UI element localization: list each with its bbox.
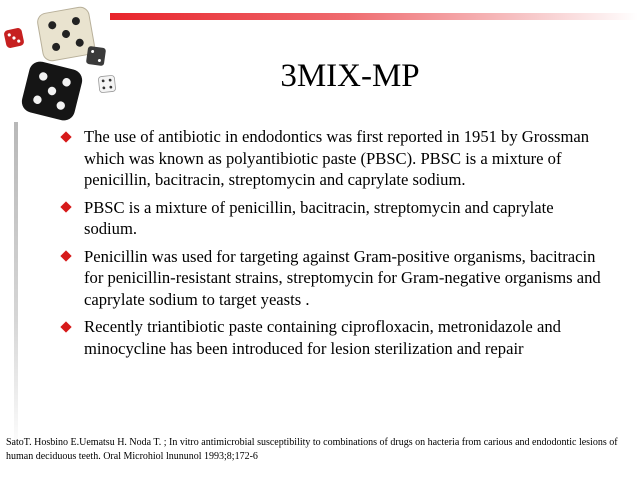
bullet-text: The use of antibiotic in endodontics was first reported in 1951 by Grossman which was known as polyantibiotic paste (PBSC). PBSC is a mixture of penicillin, bacitracin, streptomycin and caprylate sodium.: [84, 127, 590, 189]
diamond-bullet-icon: [60, 201, 71, 212]
list-item: [62, 126, 602, 191]
bullet-text: Penicillin was used for targeting against Gram-positive organisms, bacitracin for penicillin-resistant strains, streptomycin for Gram-negative organisms and caprylate sodium to target yeasts .: [84, 246, 601, 309]
list-item: [62, 197, 602, 240]
list-item: [62, 316, 602, 359]
diamond-bullet-icon: [60, 250, 71, 261]
citation-text: SatoT. Hosbino E.Uematsu H. Noda T. ; In vitro antimicrobial susceptibility to combinations of drugs on hacteria from carious and endodontic lesions of human deciduous teeth. Oral Microhiol lnununol 1993;8;172-6: [6, 437, 618, 462]
bullet-text: Recently triantibiotic paste containing ciprofloxacin, metronidazole and minocycline has been introduced for lesion sterilization and repair: [84, 317, 561, 358]
white-die-icon: [98, 75, 116, 93]
diamond-bullet-icon: [60, 131, 71, 142]
bullet-text: PBSC is a mixture of penicillin, bacitracin, streptomycin and caprylate sodium.: [84, 197, 554, 238]
header-accent-bar: [110, 13, 638, 20]
black-die-icon: [20, 59, 85, 123]
diamond-bullet-icon: [60, 321, 71, 332]
slide-title: 3MIX-MP: [280, 58, 420, 94]
bullet-list: [62, 126, 602, 365]
left-accent-bar: [14, 122, 18, 452]
cream-die-icon: [36, 6, 96, 62]
list-item: [62, 246, 602, 311]
dice-image: [0, 0, 125, 130]
red-die-icon: [3, 27, 24, 48]
grey-die-icon: [86, 46, 106, 66]
